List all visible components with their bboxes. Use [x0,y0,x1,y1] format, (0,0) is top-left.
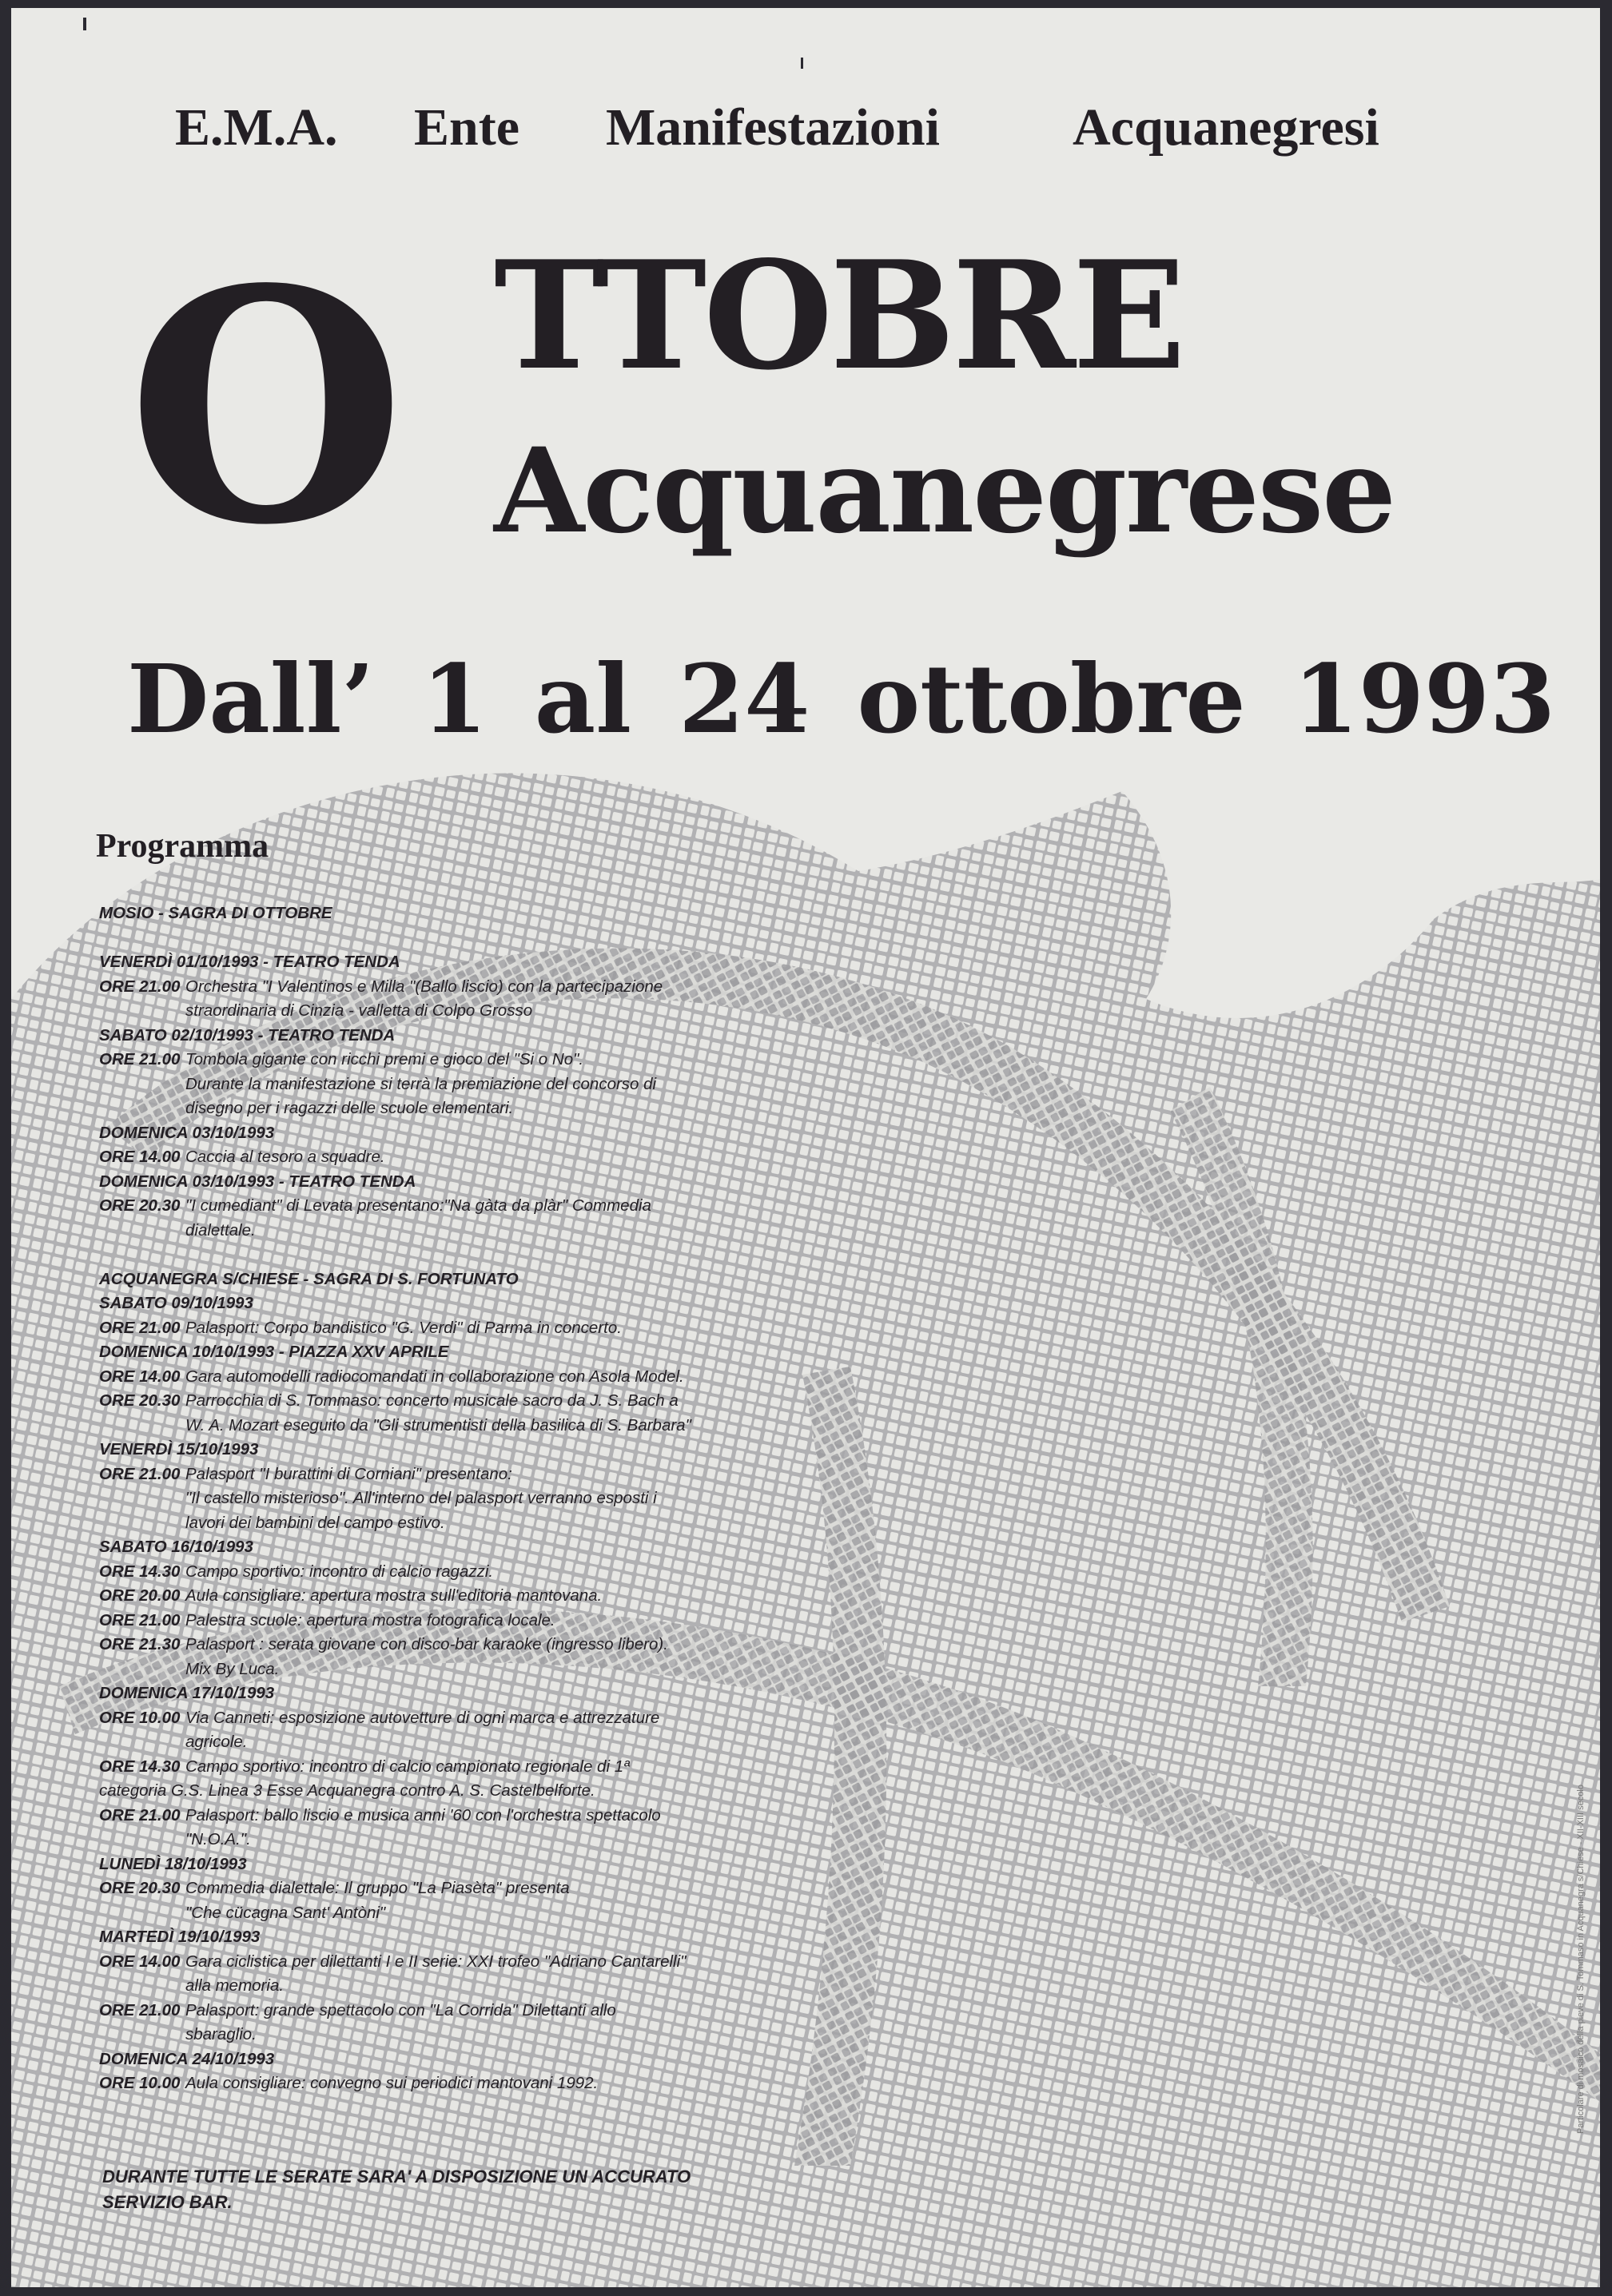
event-text: lavori dei bambini del campo estivo. [185,1513,445,1532]
photo-credit-text: Particolare di mosaico della pieve di S. Tommaso in Acquanegra s/Chiese - XII-XIII secolo [1576,1785,1586,2134]
programme-event [99,975,818,1000]
programme-cont [99,1219,818,1244]
organizer-word: Acquanegresi [1073,98,1379,157]
day-heading: SABATO 02/10/1993 - TEATRO TENDA [99,1025,396,1045]
event-text: Palasport: ballo liscio e musica anni '60 con l'orchestra spettacolo [185,1805,661,1824]
event-text: Tombola gigante con ricchi premi e gioco del "Si o No". [185,1050,584,1068]
programme-head [99,1024,818,1049]
programme-head [99,1267,818,1292]
programme-event [99,1560,818,1585]
event-text: straordinaria di Cinzia - valletta di Colpo Grosso [185,1001,533,1020]
event-text: "I cumediant" di Levata presentano:"Na gàta da plàr" Commedia [185,1196,651,1215]
programme-cont [99,1828,818,1852]
event-time: ORE 21.00 [99,1805,181,1824]
event-text: Palasport "I burattini di Corniani" presentano: [185,1464,512,1483]
day-heading: DOMENICA 03/10/1993 - TEATRO TENDA [99,1172,416,1191]
event-text: W. A. Mozart eseguito da "Gli strumentisti della basilica di S. Barbara" [185,1415,691,1435]
programme-event [99,1876,818,1901]
programme-cont [99,1974,818,1999]
title-initial: O [127,220,406,595]
programme-head [99,901,818,926]
programme-event [99,1145,818,1170]
event-text: Aula consigliare: apertura mostra sull'editoria mantovana. [185,1586,603,1605]
event-text: Orchestra "I Valentinos e Milla "(Ballo liscio) con la partecipazione [185,977,663,996]
programme-cont [99,1511,818,1536]
event-text: Palasport : serata giovane con disco-bar karaoke (ingresso libero). [185,1635,668,1653]
poster-sheet [11,8,1600,2287]
title-rest: TTOBRE [494,228,1183,403]
programme-head [99,950,818,975]
programme-cont [99,1486,818,1511]
event-text: "Che cücagna Sant' Antòni" [185,1903,386,1922]
event-text: Gara ciclistica per dilettanti I e II serie: XXI trofeo "Adriano Cantarelli" [185,1952,687,1971]
programme-event [99,1609,818,1633]
programme-event [99,1462,818,1487]
event-time: ORE 10.00 [99,1708,181,1727]
day-heading: MARTEDÌ 19/10/1993 [99,1928,261,1946]
event-time: ORE 14.00 [99,1952,181,1971]
event-text: Commedia dialettale: Il gruppo "La Piasèta" presenta [185,1879,570,1897]
event-time: ORE 21.00 [99,1610,181,1629]
programme-line [99,1779,818,1804]
event-time: ORE 21.00 [99,1464,181,1483]
event-text: Gara automodelli radiocomandati in collaborazione con Asola Model. [185,1367,684,1386]
day-heading: DOMENICA 17/10/1993 [99,1684,275,1702]
programme-event [99,1389,818,1414]
event-time: ORE 20.30 [99,1391,181,1410]
event-time: ORE 21.00 [99,1050,181,1068]
organizer-abbr: E.M.A. [175,98,338,157]
footer-note [102,2164,691,2215]
programme-event [99,1048,818,1072]
event-text: Mix By Luca. [185,1659,280,1678]
programme-cont [99,999,818,1024]
day-heading: SABATO 09/10/1993 [99,1294,253,1312]
event-text: categoria G.S. Linea 3 Esse Acquanegra contro A. S. Castelbelforte. [99,1781,595,1800]
event-text: Parrocchia di S. Tommaso: concerto musicale sacro da J. S. Bach a [185,1391,679,1410]
event-time: ORE 20.00 [99,1586,181,1605]
event-text: Palasport: Corpo bandistico "G. Verdi" di Parma in concerto. [185,1318,622,1337]
day-heading: DOMENICA 03/10/1993 [99,1123,275,1142]
programme-event [99,1194,818,1219]
event-time: ORE 20.30 [99,1196,181,1215]
tack-mark [801,58,803,69]
event-text: Via Canneti: esposizione autovetture di ogni marca e attrezzature [185,1708,660,1727]
event-time: ORE 21.00 [99,2000,181,2019]
day-heading: LUNEDÌ 18/10/1993 [99,1854,247,1873]
programme-head [99,1925,818,1950]
programme-head [99,1170,818,1195]
programme-event [99,1584,818,1609]
footer-line: DURANTE TUTTE LE SERATE SARA' A DISPOSIZIONE UN ACCURATO [102,2167,691,2187]
event-time: ORE 21.30 [99,1635,181,1653]
programme-cont [99,1096,818,1121]
programme-cont [99,1414,818,1438]
event-time: ORE 21.00 [99,1318,181,1337]
programme-event [99,1950,818,1975]
event-text: sbaraglio. [185,2025,257,2043]
event-text: "N.O.A.". [185,1830,251,1848]
programme-event [99,1755,818,1780]
photo-credit [1576,1785,1586,2135]
event-text: Campo sportivo: incontro di calcio campionato regionale di 1ª [185,1757,630,1776]
programme-cont [99,1072,818,1097]
event-text: dialettale. [185,1220,256,1240]
programme-heading: Programma [96,828,269,865]
programme-head [99,1438,818,1462]
day-heading: VENERDÌ 01/10/1993 - TEATRO TENDA [99,953,400,971]
event-text: Palestra scuole: apertura mostra fotografica locale. [185,1610,555,1629]
tack-mark [83,18,86,30]
event-text: disegno per i ragazzi delle scuole elementari. [185,1099,514,1117]
day-heading: MOSIO - SAGRA DI OTTOBRE [99,904,332,922]
event-time: ORE 14.00 [99,1148,181,1166]
event-time: ORE 20.30 [99,1879,181,1897]
programme-head [99,2047,818,2072]
event-text: Campo sportivo: incontro di calcio ragazzi. [185,1562,494,1581]
programme-head [99,1121,818,1146]
event-text: alla memoria. [185,1976,285,1995]
programme-cont [99,1901,818,1926]
programme-list [99,901,818,2096]
programme-cont [99,1730,818,1755]
organizer-word: Manifestazioni [606,98,940,157]
programme-event [99,1804,818,1828]
programme-event [99,1365,818,1390]
programme-head [99,1681,818,1706]
event-time: ORE 10.00 [99,2074,181,2092]
day-heading: SABATO 16/10/1993 [99,1538,253,1556]
title-line2: Acquanegrese [494,423,1395,559]
programme-cont [99,2023,818,2047]
event-time: ORE 14.30 [99,1562,181,1581]
programme-cont [99,1657,818,1682]
day-heading: VENERDÌ 15/10/1993 [99,1440,259,1458]
programme-event [99,1706,818,1731]
day-heading: ACQUANEGRA S/CHIESE - SAGRA DI S. FORTUNATO [99,1269,519,1288]
event-time: ORE 14.30 [99,1757,181,1776]
day-heading: DOMENICA 24/10/1993 [99,2049,275,2068]
event-time: ORE 21.00 [99,977,181,996]
programme-head [99,1340,818,1365]
programme-event [99,1999,818,2023]
event-text: "Il castello misterioso". All'interno del palasport verranno esposti i [185,1489,657,1507]
event-text: Palasport: grande spettacolo con "La Corrida" Dilettanti allo [185,2000,616,2019]
programme-head [99,1535,818,1560]
organizer-word: Ente [414,98,519,157]
event-text: agricole. [185,1733,248,1751]
footer-line: SERVIZIO BAR. [102,2192,233,2212]
date-range: Dall’ 1 al 24 ottobre 1993 [127,643,1556,754]
programme-head [99,1291,818,1316]
event-text: Aula consigliare: convegno sui periodici mantovani 1992. [185,2074,599,2092]
programme-event [99,1633,818,1657]
programme-event [99,2071,818,2096]
event-time: ORE 14.00 [99,1367,181,1386]
programme-event [99,1316,818,1341]
day-heading: DOMENICA 10/10/1993 - PIAZZA XXV APRILE [99,1343,449,1361]
programme-head [99,1852,818,1877]
event-text: Caccia al tesoro a squadre. [185,1148,385,1166]
event-text: Durante la manifestazione si terrà la premiazione del concorso di [185,1074,657,1093]
